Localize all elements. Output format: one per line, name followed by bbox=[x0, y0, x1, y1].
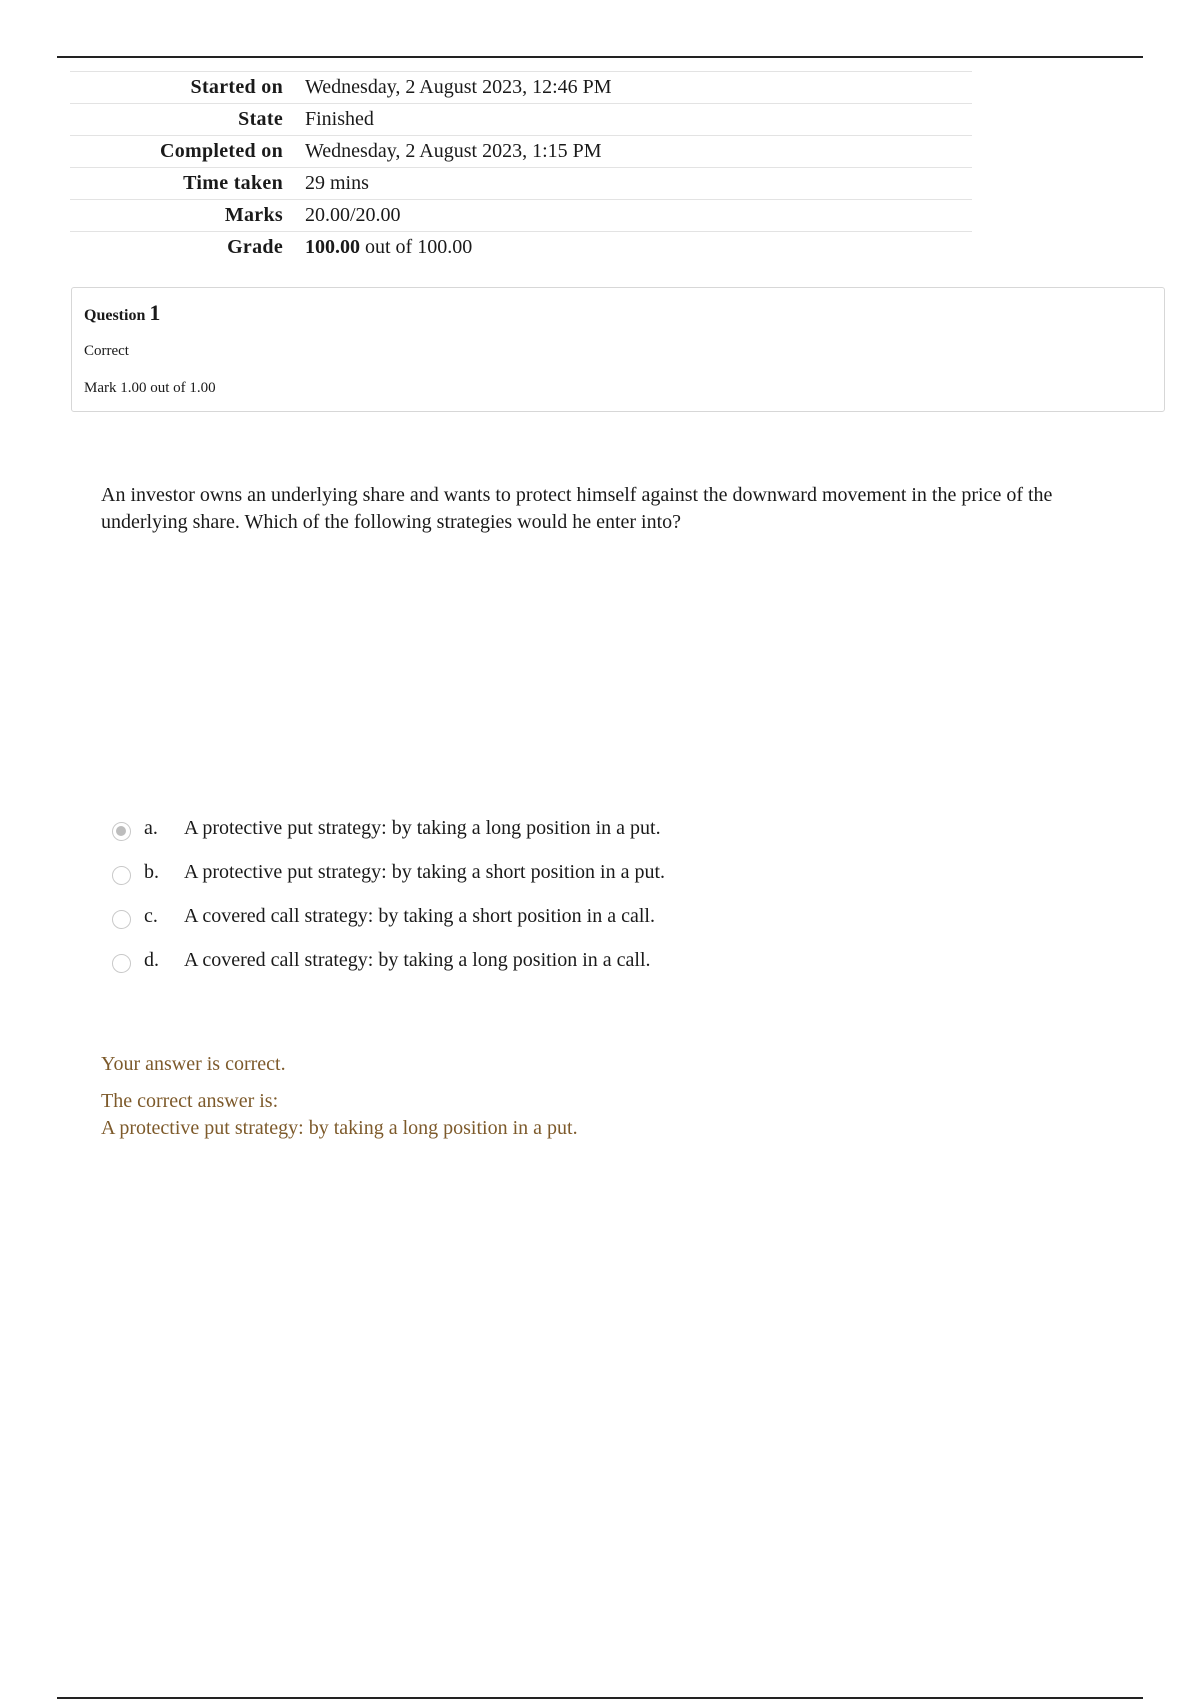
option-text: A protective put strategy: by taking a short position in a put. bbox=[184, 860, 666, 883]
radio-checked-icon[interactable] bbox=[112, 822, 131, 841]
option-letter: d. bbox=[144, 948, 159, 971]
radio-unchecked-icon[interactable] bbox=[112, 910, 131, 929]
option-text: A covered call strategy: by taking a long position in a call. bbox=[184, 948, 651, 971]
right-answer-label: The correct answer is: bbox=[101, 1090, 279, 1112]
question-text: An investor owns an underlying share and wants to protect himself against the downward movement in the price of the underlying share. Which of the following strategies would he enter into? bbox=[101, 484, 1053, 533]
summary-value: Wednesday, 2 August 2023, 1:15 PM bbox=[305, 136, 972, 168]
radio-unchecked-icon[interactable] bbox=[112, 954, 131, 973]
right-answer-text: A protective put strategy: by taking a long position in a put. bbox=[101, 1117, 578, 1139]
answer-option-b[interactable] bbox=[112, 850, 1012, 894]
option-text: A covered call strategy: by taking a short position in a call. bbox=[184, 904, 655, 927]
general-feedback: Your answer is correct. bbox=[101, 1053, 286, 1075]
summary-row-grade bbox=[70, 232, 972, 264]
option-letter: c. bbox=[144, 904, 158, 927]
summary-value: Finished bbox=[305, 104, 972, 136]
summary-row-started bbox=[70, 72, 972, 104]
question-mark: Mark 1.00 out of 1.00 bbox=[84, 380, 216, 396]
summary-label: State bbox=[70, 104, 305, 136]
top-rule bbox=[57, 56, 1143, 58]
grade-out-of: out of 100.00 bbox=[365, 236, 473, 258]
summary-value: Wednesday, 2 August 2023, 12:46 PM bbox=[305, 72, 972, 104]
summary-label: Started on bbox=[70, 72, 305, 104]
summary-row-marks bbox=[70, 200, 972, 232]
summary-label: Marks bbox=[70, 200, 305, 232]
answer-options bbox=[112, 806, 1012, 982]
option-letter: b. bbox=[144, 860, 159, 883]
option-letter: a. bbox=[144, 816, 158, 839]
summary-label: Completed on bbox=[70, 136, 305, 168]
summary-label: Time taken bbox=[70, 168, 305, 200]
question-state: Correct bbox=[84, 343, 129, 359]
question-label: Question bbox=[84, 307, 146, 324]
question-number bbox=[84, 300, 160, 326]
question-number-value: 1 bbox=[149, 300, 161, 325]
option-text: A protective put strategy: by taking a long position in a put. bbox=[184, 816, 661, 839]
question-info-box bbox=[71, 287, 1165, 412]
attempt-summary-table bbox=[70, 71, 972, 263]
summary-row-state bbox=[70, 104, 972, 136]
grade-score: 100.00 bbox=[305, 236, 360, 258]
summary-label: Grade bbox=[70, 232, 305, 264]
bottom-rule bbox=[57, 1697, 1143, 1699]
feedback-section bbox=[101, 1053, 1101, 1142]
summary-value: 29 mins bbox=[305, 168, 972, 200]
summary-value bbox=[305, 232, 972, 264]
summary-value: 20.00/20.00 bbox=[305, 200, 972, 232]
summary-row-completed bbox=[70, 136, 972, 168]
summary-row-time-taken bbox=[70, 168, 972, 200]
answer-option-d[interactable] bbox=[112, 938, 1012, 982]
radio-unchecked-icon[interactable] bbox=[112, 866, 131, 885]
answer-option-a[interactable] bbox=[112, 806, 1012, 850]
answer-option-c[interactable] bbox=[112, 894, 1012, 938]
